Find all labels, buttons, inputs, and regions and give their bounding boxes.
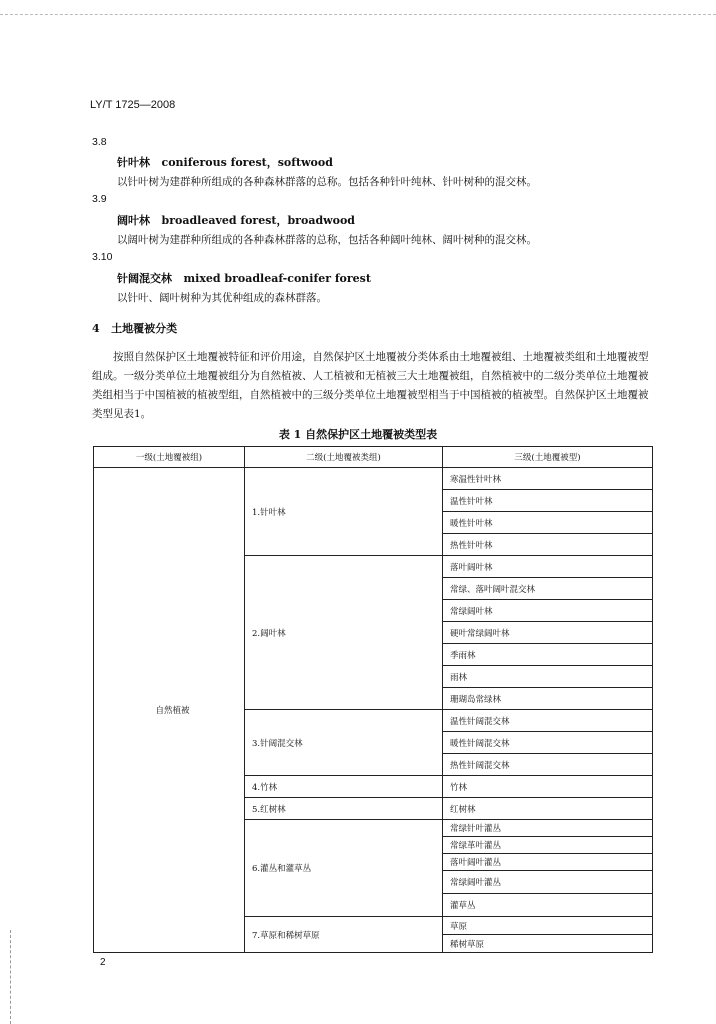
level3-cell: 常绿革叶灌丛 (443, 837, 653, 854)
land-cover-table (93, 446, 653, 953)
page-number: 2 (100, 957, 106, 968)
section-definition: 以针叶、阔叶树种为其优种组成的森林群落。 (117, 292, 327, 304)
level3-cell: 暖性针阔混交林 (443, 732, 653, 754)
level2-cell: 7.草原和稀树草原 (245, 917, 443, 953)
table-header-cell: 二级(土地覆被类组) (245, 447, 443, 468)
body-paragraph: 按照自然保护区土地覆被特征和评价用途，自然保护区土地覆被分类体系由土地覆被组、土地覆被类组和土地覆被型组成。一级分类单位土地覆被组分为自然植被、人工植被和无植被三大土地覆被组，自然植被中的二级分类单位土地覆被类组相当于中国植被的植被型组，自然植被中的三级分类单位土地覆被型相当于中国植被的植被型。自然保护区土地覆被类型见表1。 (92, 351, 649, 420)
standard-header: LY/T 1725—2008 (90, 99, 176, 111)
table-row (94, 468, 653, 490)
level2-cell: 5.红树林 (245, 798, 443, 820)
section-definition: 以阔叶树为建群种所组成的各种森林群落的总称，包括各种阔叶纯林、阔叶树种的混交林。 (117, 234, 537, 246)
level2-cell: 2.阔叶林 (245, 556, 443, 710)
section-english: mixed broadleaf-conifer forest (183, 272, 371, 285)
level3-cell: 热性针叶林 (443, 534, 653, 556)
level3-cell: 常绿、落叶阔叶混交林 (443, 578, 653, 600)
section-term: 针叶林 (117, 156, 150, 169)
chapter-number: 4 (92, 322, 100, 335)
level3-cell: 落叶阔叶林 (443, 556, 653, 578)
level3-cell: 灌草丛 (443, 894, 653, 917)
level3-cell: 红树林 (443, 798, 653, 820)
level3-cell: 常绿针叶灌丛 (443, 820, 653, 837)
level3-cell: 温性针阔混交林 (443, 710, 653, 732)
chapter-title: 土地覆被分类 (111, 322, 178, 335)
level3-cell: 竹林 (443, 776, 653, 798)
level3-cell: 落叶阔叶灌丛 (443, 854, 653, 871)
section-number: 3.9 (92, 193, 107, 205)
section-number: 3.8 (92, 136, 107, 148)
level3-cell: 硬叶常绿阔叶林 (443, 622, 653, 644)
scan-artifact-left (10, 930, 11, 1024)
table-header-cell: 一级(土地覆被组) (94, 447, 245, 468)
section-english: broadleaved forest，broadwood (161, 214, 355, 227)
level2-cell: 3.针阔混交林 (245, 710, 443, 776)
level2-cell: 1.针叶林 (245, 468, 443, 556)
section-term: 针阔混交林 (117, 272, 172, 285)
level1-cell: 自然植被 (94, 468, 245, 953)
level3-cell: 温性针叶林 (443, 490, 653, 512)
level3-cell: 雨林 (443, 666, 653, 688)
level3-cell: 珊瑚岛常绿林 (443, 688, 653, 710)
level3-cell: 常绿阔叶林 (443, 600, 653, 622)
section-term-line (117, 212, 355, 228)
level2-cell: 6.灌丛和灌草丛 (245, 820, 443, 917)
section-english: coniferous forest，softwood (161, 156, 333, 169)
section-term: 阔叶林 (117, 214, 150, 227)
level3-cell: 常绿阔叶灌丛 (443, 871, 653, 894)
table-header-row (94, 447, 653, 468)
section-definition: 以针叶树为建群种所组成的各种森林群落的总称。包括各种针叶纯林、针叶树种的混交林。 (117, 176, 537, 188)
table-header-cell: 三级(土地覆被型) (443, 447, 653, 468)
level3-cell: 暖性针叶林 (443, 512, 653, 534)
level3-cell: 寒温性针叶林 (443, 468, 653, 490)
table-caption: 表 1 自然保护区土地覆被类型表 (278, 428, 438, 441)
level2-cell: 4.竹林 (245, 776, 443, 798)
level3-cell: 草原 (443, 917, 653, 935)
section-term-line (117, 270, 371, 286)
section-term-line (117, 154, 333, 170)
level3-cell: 季雨林 (443, 644, 653, 666)
level3-cell: 热性针阔混交林 (443, 754, 653, 776)
level3-cell: 稀树草原 (443, 935, 653, 953)
scan-artifact-top (0, 0, 716, 15)
chapter-heading (92, 320, 177, 336)
section-number: 3.10 (92, 251, 113, 263)
